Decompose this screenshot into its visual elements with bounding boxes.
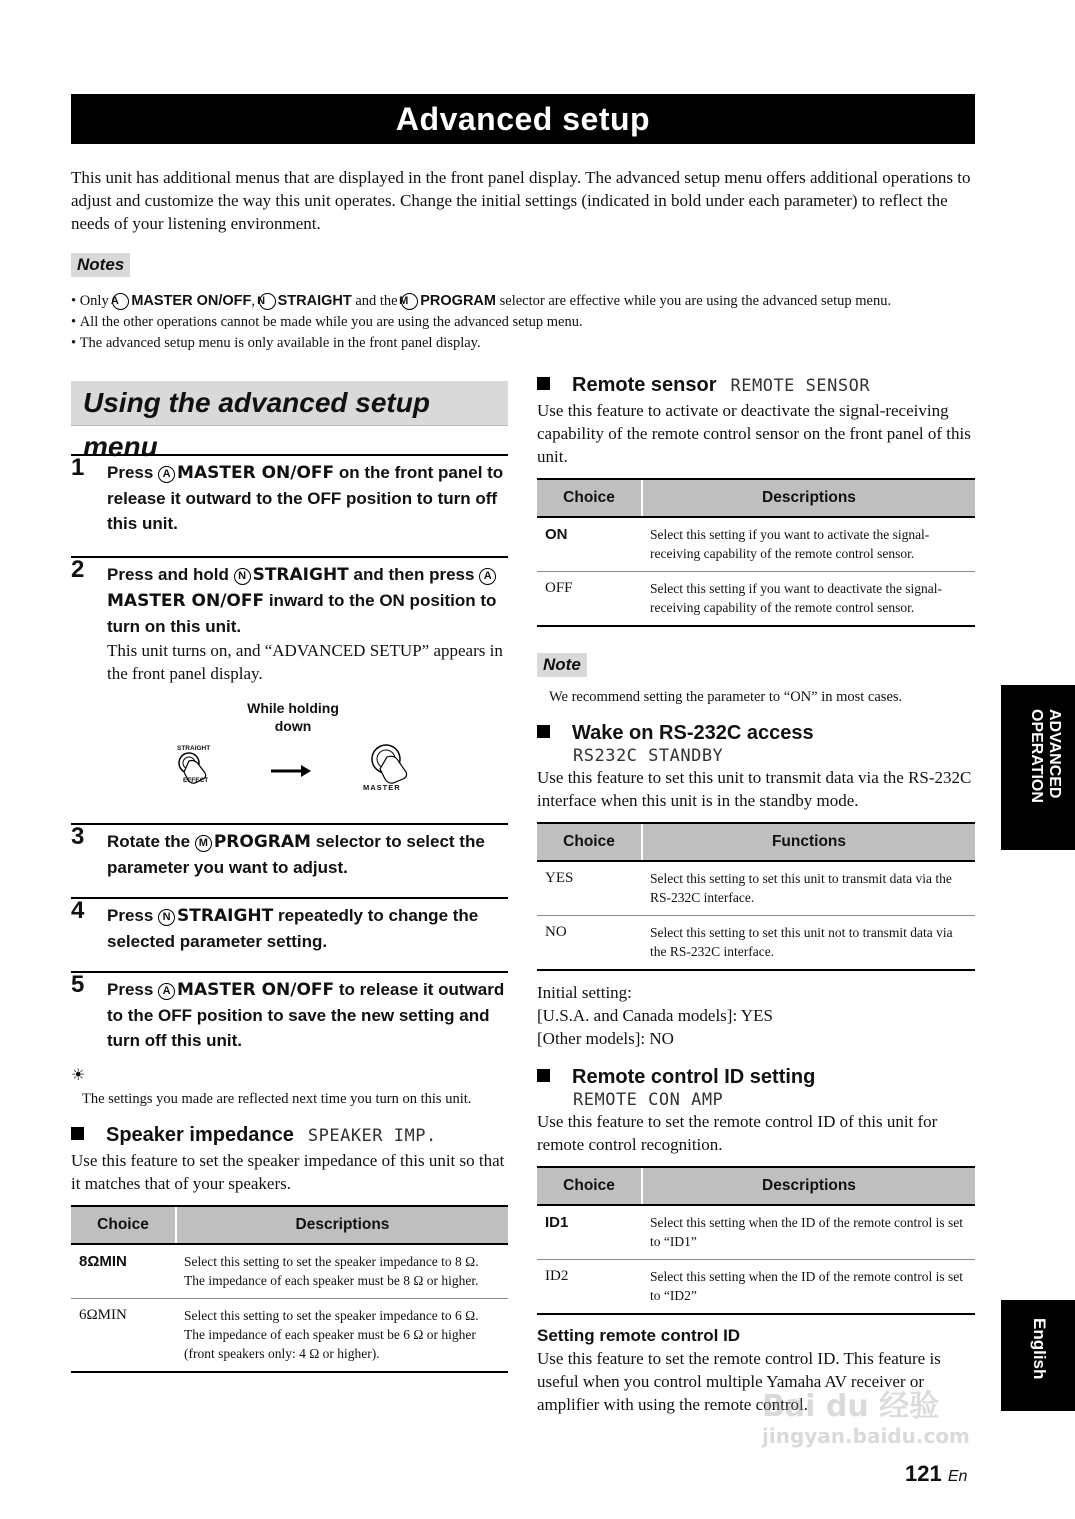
section-heading: Using the advanced setup menu [71,381,508,426]
note-item: • Only A MASTER ON/OFF, N STRAIGHT and the M PROGRAM selector are effective while you are using the advanced setup menu. [71,293,892,309]
step-3: 3 Rotate the M PROGRAM selector to select the parameter you want to adjust. [71,823,508,891]
table-row: 8ΩMIN Select this setting to set the speaker impedance to 8 Ω. The impedance of each speaker must be 8 Ω or higher. [71,1244,508,1299]
step-2-result: This unit turns on, and “ADVANCED SETUP” appears in the front panel display. [107,641,503,683]
remote-id-heading: Remote control ID setting [537,1064,975,1090]
table-row: ON Select this setting if you want to activate the signal-receiving capability of the remote control sensor. [537,517,975,572]
page-number: 121 En [905,1461,968,1486]
tip-text: The settings you made are reflected next time you turn on this unit. [82,1091,472,1107]
step-2: 2 Press and hold N STRAIGHT and then press AMASTER ON/OFF inward to the ON position to turn on this unit. This unit turns on, and “ADVANCED SETUP” appears in the front panel display. [71,556,508,695]
remote-id-table [537,1166,975,1315]
remote-sensor-heading: Remote sensor REMOTE SENSOR [537,372,975,399]
button-figure-art [71,695,508,815]
side-tab-language: English [1001,1300,1075,1411]
wake-display: RS232C STANDBY [573,746,724,766]
column-header: Choice [537,479,642,517]
speaker-description: Use this feature to set the speaker impedance of this unit so that it matches that of your speakers. [71,1151,505,1193]
figure-label-effect: EFFECT [183,777,209,784]
tip-icon: ☀ [71,1067,86,1084]
remote-id-sub-description: Use this feature to set the remote control ID. This feature is useful when you control multiple Yamaha AV receiver or amplifier with using the remote control. [537,1349,941,1414]
step-5: 5 Press A MASTER ON/OFF to release it outward to the OFF position to save the new setting and turn off this unit. [71,971,508,1063]
column-header: Choice [71,1206,176,1244]
notes-list [71,291,975,354]
note-item: • The advanced setup menu is only available in the front panel display. [71,335,481,351]
column-header: Descriptions [642,1167,975,1205]
speaker-heading: Speaker impedance SPEAKER IMP. [71,1122,508,1149]
right-column [537,372,975,1416]
step-1: 1 Press A MASTER ON/OFF on the front panel to release it outward to the OFF position to turn off this unit. [71,454,508,546]
table-row: OFF Select this setting if you want to deactivate the signal-receiving capability of the remote control sensor. [537,572,975,627]
column-header: Descriptions [642,479,975,517]
remote-sensor-description: Use this feature to activate or deactivate the signal-receiving capability of the remote control sensor on the front panel of this unit. [537,401,971,466]
left-column [71,381,508,1373]
wake-table [537,822,975,971]
column-header: Choice [537,1167,642,1205]
speaker-table [71,1205,508,1373]
remote-sensor-table [537,478,975,627]
intro-paragraph: This unit has additional menus that are displayed in the front panel display. The advanced setup menu offers additional operations to adjust and customize the way this unit operates. Change the initial settings (indicated in bold under each parameter) to reflect the needs of your listening environment. [71,168,971,233]
note-label: Note [537,653,587,677]
figure-label-master: MASTER [363,783,401,792]
remote-id-display: REMOTE CON AMP [573,1090,724,1110]
table-row: ID2 Select this setting when the ID of the remote control is set to “ID2” [537,1260,975,1315]
figure-label-straight: STRAIGHT [177,745,211,752]
wake-heading: Wake on RS-232C access [537,720,975,746]
table-row: ID1 Select this setting when the ID of the remote control is set to “ID1” [537,1205,975,1260]
remote-id-description: Use this feature to set the remote control ID of this unit for remote control recognition. [537,1112,938,1154]
table-row: YES Select this setting to set this unit to transmit data via the RS-232C interface. [537,861,975,916]
column-header: Functions [642,823,975,861]
wake-description: Use this feature to set this unit to transmit data via the RS-232C interface when this unit is in the standby mode. [537,768,972,810]
step-4: 4 Press N STRAIGHT repeatedly to change the selected parameter setting. [71,897,508,965]
note-item: • All the other operations cannot be made while you are using the advanced setup menu. [71,314,583,330]
table-row: NO Select this setting to set this unit not to transmit data via the RS-232C interface. [537,916,975,971]
page-title: Advanced setup [71,94,975,144]
button-figure [71,695,508,815]
initial-setting: Initial setting: [U.S.A. and Canada models]: YES [Other models]: NO [537,983,773,1048]
side-tab-advanced-operation: ADVANCED OPERATION [1001,685,1075,850]
figure-caption: While holding down [247,700,339,734]
column-header: Descriptions [176,1206,508,1244]
note-text: We recommend setting the parameter to “ON” in most cases. [549,689,903,705]
table-row: 6ΩMIN Select this setting to set the speaker impedance to 6 Ω. The impedance of each speaker must be 6 Ω or higher (front speakers only: 4 Ω or higher). [71,1299,508,1373]
watermark: Bai du 经验 jingyan.baidu.com [762,1389,970,1448]
remote-id-subheading: Setting remote control ID [537,1326,741,1345]
notes-label: Notes [71,253,130,277]
column-header: Choice [537,823,642,861]
